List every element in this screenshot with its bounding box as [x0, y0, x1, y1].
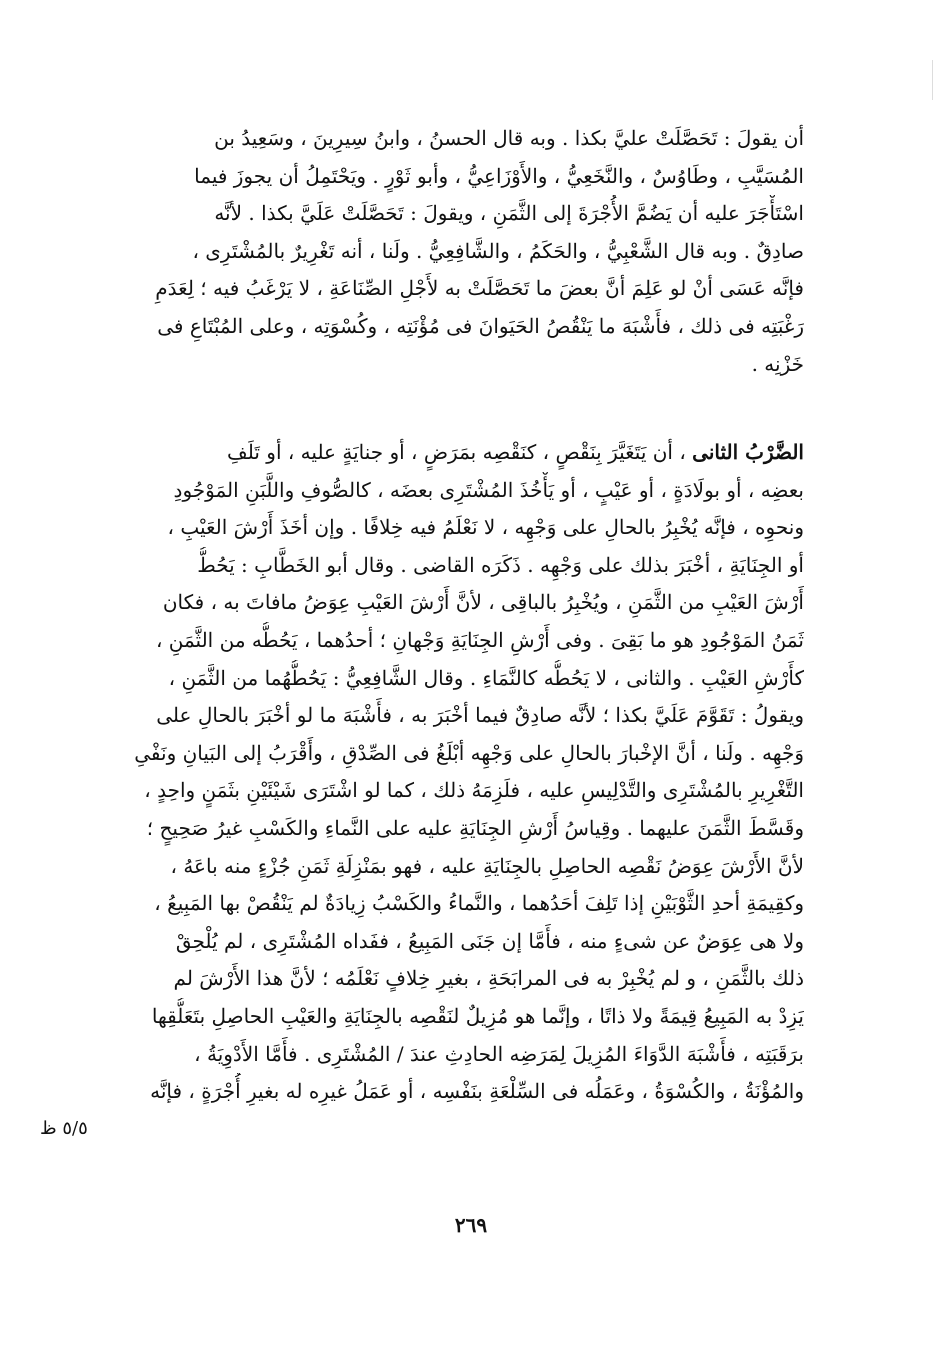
text-line: وَجْهِه . ولَنا ، أنَّ الإخْبارَ بالحالِ على وَجْهِه أبْلَغُ فى الصِّدْقِ ، وأَقْرَبُ إلى البَيانِ ونَفْىِ — [134, 740, 804, 765]
text-line: اسْتَأْجَرَ عليه أن يَضُمَّ الأُجْرَةَ إلى الثَّمَنِ ، ويقولَ : تَحَصَّلَتْ عَلَيَّ بكذا . لأنَّه — [214, 201, 804, 226]
text-line: ذلك بالثَّمَنِ ، و لم يُخْبِرْ به فى المرابَحَةِ ، بغيرِ خِلافٍ نَعْلَمُه ؛ لأنَّ هذا الأَرْشَ لم — [173, 966, 804, 991]
text-line: ثَمَنُ المَوْجُودِ هو ما بَقِىَ . وفى أَرْشِ الجِنَايَةِ وَجْهانِ ؛ أحدُهما ، يَحُطُّه من الثَّمَنِ ، — [155, 627, 804, 652]
text-line: أو الجِنَايَةِ ، أخْبَرَ بذلك على وَجْهِه . ذَكَرَه القاضى . وقال أبو الخَطَّابِ : يَحُطُّ — [197, 552, 804, 577]
text-line: رَغْبَتِه فى ذلك ، فأَشْبَهَ ما يَنْقُصُ الحَيَوانَ فى مُؤْنَتِه ، وكُسْوَتِه ، وعلى المُبْتَاعِ فى — [157, 313, 804, 338]
text-line: التَّغْرِيرِ بالمُشْتَرِى والتَّدْلِيسِ عليه ، فلَزِمَهُ ذلك ، كما لو اشْتَرَى شَيْئَيْنِ بثَمَنٍ واحِدٍ ، — [144, 778, 804, 803]
text-line: وكقِيمَةِ أحدِ الثَّوْبَيْنِ إذا تَلِفَ أحَدُهما ، والنَّماءُ والكَسْبُ زِيادَةٌ لم يَنْقُصْ بها المَبِيعُ ، — [154, 891, 804, 916]
text-line: ويقولُ : تَقَوَّمَ عَلَيَّ بكذا ؛ لأنَّه صادِقٌ فيما أخْبَرَ به ، فأَشْبَهَ ما لو أخْبَرَ بالحالِ على — [156, 703, 804, 728]
text-line: ولا هى عِوَضٌ عن شىءٍ منه ، فأَمَّا إن جَنَى المَبِيعُ ، ففَداه المُشْتَرِى ، لم يُلْحِقْ — [175, 928, 804, 953]
text-line: والمُؤْنَةُ ، والكُسْوَةُ ، وعَمَلُه فى السِّلْعَةِ بنَفْسِه ، أو عَمَلُ غيرِه له بغيرِ أُجْرَةٍ ، فإنَّه — [150, 1079, 804, 1104]
first-line-rest: ، أن يَتَغَيَّرَ بِنَقْصٍ ، كنَقْصِه بمَرَضٍ ، أو جنايَةٍ عليه ، أو تَلَفِ — [227, 440, 686, 464]
text-line: ونحوِه ، فإنَّه يُخْبِرُ بالحالِ على وَجْهِه ، لا نَعْلَمُ فيه خِلافًا . وإن أخَذَ أَرْشَ العَيْبِ ، — [167, 515, 804, 540]
text-line-first — [128, 434, 804, 472]
text-line: صادِقٌ . وبه قال الشَّعْبِيُّ ، والحَكَمُ ، والشَّافِعِيُّ . ولَنا ، أنه تَغْرِيرٌ بالمُشْتَرِى ، — [192, 238, 804, 263]
text-line: أَرْشَ العَيْبِ من الثَّمَنِ ، ويُخْبِرُ بالباقِى ، لأنَّ أَرْشَ العَيْبِ عِوَضُ مافاتَ به ، فكان — [162, 590, 804, 615]
page-edge-mark — [932, 60, 933, 100]
text-line: لأنَّ الأَرْشَ عِوَضُ نَقْصِه الحاصِلِ بالجِنَايَةِ عليه ، فهو بمَنْزِلَةِ ثَمَنِ جُزْءٍ منه باعَهُ ، — [170, 853, 804, 878]
text-line: يَزِدْ به المَبِيعُ قِيمَةً ولا ذاتًا ، وإنَّما هو مُزِيلٌ لنَقْصِه بالجِنَايَةِ والعَيْبِ الحاصِلِ بتَعَلُّقِها — [151, 1003, 804, 1028]
text-line: برَقَبَتِه ، فأَشْبَهَ الدَّوَاءَ المُزِيلَ لِمَرَضِه الحادِثِ عندَ / المُشْتَرِى . فأَمَّا الأَدْوِيَةُ ، — [194, 1041, 804, 1066]
text-line: بعضِه ، أو بولَادَةٍ ، أو عَيْبٍ ، أو يَأْخُذَ المُشْتَرِى بعضَه ، كالصُّوفِ واللَّبَنِ المَوْجُودِ — [173, 477, 804, 502]
text-line: كأَرْشِ العَيْبِ . والثانى ، لا يَحُطُّه كالنَّمَاءِ . وقال الشَّافِعِيُّ : يَحُطُّهُما من الثَّمَنِ ، — [168, 665, 804, 690]
text-line: أن يقولَ : تَحَصَّلَتْ عليَّ بكذا . وبه قال الحسنُ ، وابنُ سِيرِينَ ، وسَعِيدُ بن — [214, 126, 804, 150]
paragraph-2 — [128, 434, 804, 1111]
text-line: فإنَّه عَسَى أنْ لو عَلِمَ أنَّ بعضَ ما تَحَصَّلَتْ به لأَجْلِ الصِّنَاعَةِ ، لا يَرْغَبُ فيه ؛ لِعَدَمِ — [155, 276, 804, 301]
section-heading: الضَّرْبُ الثانى — [692, 440, 804, 464]
text-line: المُسَيَّبِ ، وطَاوُسٌ ، والنَّخَعِيُّ ، والأَوْزَاعِيُّ ، وأبو ثَوْرٍ . ويَحْتَمِلُ أن يجوزَ فيما — [194, 163, 804, 188]
margin-folio-note: ٥/٥ ظ — [40, 1118, 88, 1139]
page-number: ٢٦٩ — [454, 1213, 488, 1237]
text-line: وقَسَّطَ الثَّمَنَ عليهما . وقِياسُ أَرْشِ الجِنَايَةِ عليه على النَّماءِ والكَسْبِ غيرُ صَحِيحٍ ؛ — [146, 815, 804, 840]
paragraph-1 — [128, 120, 804, 383]
text-line: خَزْنِه . — [751, 351, 804, 376]
